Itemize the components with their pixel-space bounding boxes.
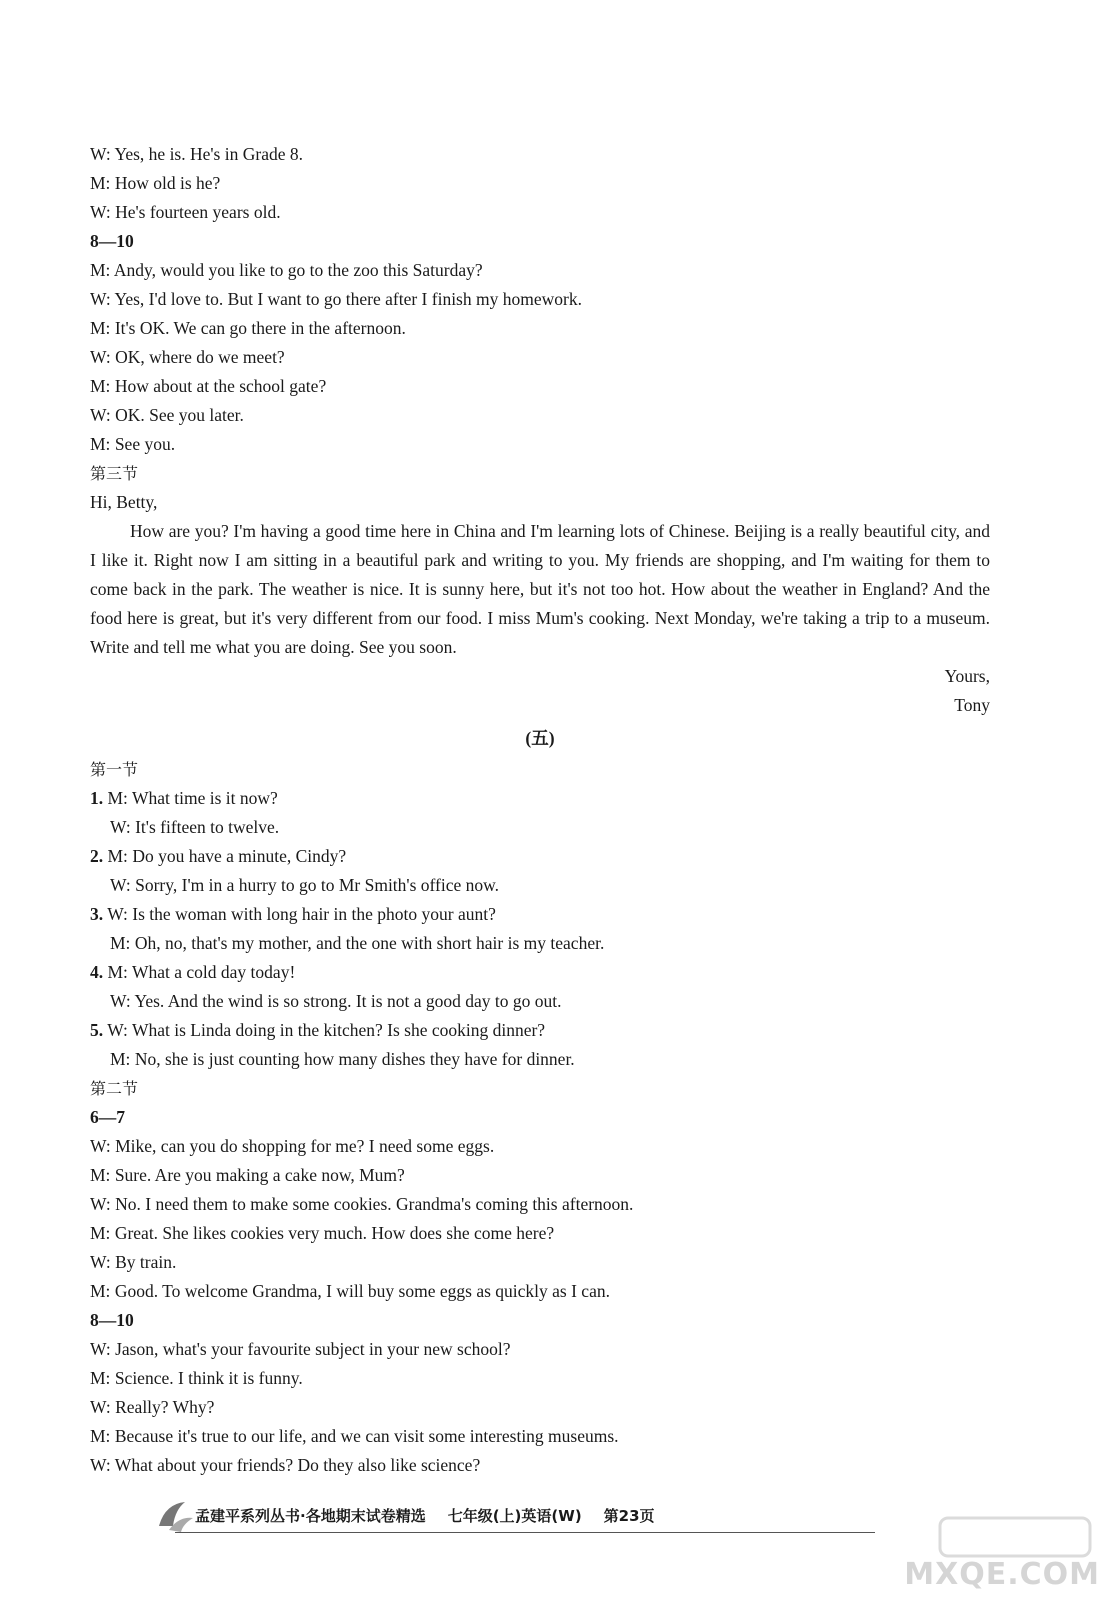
speaker: W:: [110, 875, 131, 895]
letter-signature: Tony: [954, 695, 990, 715]
section-heading-8-10-b: 8—10: [90, 1310, 134, 1330]
dialogue-text: What about your friends? Do they also like science?: [114, 1455, 481, 1475]
dialogue-8-10-a: [90, 256, 990, 459]
speaker: W:: [90, 202, 111, 222]
speaker: M:: [110, 933, 131, 953]
speaker: W:: [90, 1339, 111, 1359]
speaker: M:: [90, 1281, 111, 1301]
dialogue-line: [90, 1364, 990, 1393]
dialogue-line: [90, 1190, 990, 1219]
speaker: W:: [107, 904, 128, 924]
speaker: W:: [90, 405, 111, 425]
answer-line: [90, 1045, 990, 1074]
speaker: W:: [107, 1020, 128, 1040]
speaker: W:: [110, 817, 131, 837]
letter-closing: Yours,: [944, 666, 990, 686]
dialogue-line: [90, 1132, 990, 1161]
speaker: W:: [90, 144, 111, 164]
dialogue-line: [90, 256, 990, 285]
question-line: [90, 900, 990, 929]
dialogue-line: [90, 314, 990, 343]
speaker: M:: [90, 376, 111, 396]
dialogue-line: [90, 1277, 990, 1306]
page-content: [90, 140, 990, 1480]
dialogue-text: How about at the school gate?: [114, 376, 327, 396]
section-heading-3: 第三节: [90, 464, 139, 483]
speaker: M:: [90, 173, 111, 193]
dialogue-text: It's fifteen to twelve.: [135, 817, 280, 837]
dialogue-text: Andy, would you like to go to the zoo this Saturday?: [113, 260, 483, 280]
short-dialogues: [90, 784, 990, 1074]
question-number: 3.: [90, 904, 104, 924]
dialogue-text: Really? Why?: [115, 1397, 215, 1417]
section-heading-6-7: 6—7: [90, 1107, 125, 1127]
dialogue-text: Great. She likes cookies very much. How does she come here?: [114, 1223, 555, 1243]
dialogue-text: How old is he?: [114, 173, 221, 193]
speaker: M:: [90, 318, 111, 338]
speaker: M:: [90, 1223, 111, 1243]
dialogue-text: Do you have a minute, Cindy?: [132, 846, 347, 866]
dialogue-line: [90, 372, 990, 401]
dialogue-text: What is Linda doing in the kitchen? Is she cooking dinner?: [131, 1020, 546, 1040]
dialogue-text: What a cold day today!: [132, 962, 296, 982]
speaker: W:: [90, 1194, 111, 1214]
speaker: W:: [90, 289, 111, 309]
dialogue-text: Because it's true to our life, and we can visit some interesting museums.: [114, 1426, 619, 1446]
speaker: M:: [107, 846, 128, 866]
dialogue-text: No, she is just counting how many dishes they have for dinner.: [134, 1049, 575, 1069]
dialogue-text: OK, where do we meet?: [115, 347, 285, 367]
dialogue-line: [90, 401, 990, 430]
section-heading-2: 第二节: [90, 1079, 139, 1098]
question-number: 4.: [90, 962, 104, 982]
dialogue-text: Good. To welcome Grandma, I will buy some eggs as quickly as I can.: [114, 1281, 610, 1301]
part-title: (五): [525, 728, 555, 748]
book-series-logo-icon: [155, 1496, 197, 1536]
answer-line: [90, 871, 990, 900]
speaker: W:: [90, 1252, 111, 1272]
dialogue-line: [90, 343, 990, 372]
speaker: M:: [107, 962, 128, 982]
speaker: M:: [110, 1049, 131, 1069]
question-number: 1.: [90, 788, 104, 808]
dialogue-text: Is the woman with long hair in the photo your aunt?: [132, 904, 496, 924]
dialogue-text: Mike, can you do shopping for me? I need some eggs.: [115, 1136, 495, 1156]
question-number: 5.: [90, 1020, 104, 1040]
letter-greeting: Hi, Betty,: [90, 492, 158, 512]
question-line: [90, 1016, 990, 1045]
dialogue-text: It's OK. We can go there in the afternoon.: [114, 318, 406, 338]
question-line: [90, 842, 990, 871]
speaker: W:: [90, 1136, 111, 1156]
dialogue-text: Jason, what's your favourite subject in your new school?: [115, 1339, 511, 1359]
question-line: [90, 958, 990, 987]
page-footer: [195, 1500, 875, 1530]
dialogue-line: [90, 1451, 990, 1480]
speaker: W:: [90, 1397, 111, 1417]
question-line: [90, 784, 990, 813]
dialogue-line: [90, 1393, 990, 1422]
dialogue-text: He's fourteen years old.: [115, 202, 281, 222]
dialogue-text: Yes. And the wind is so strong. It is not a good day to go out.: [134, 991, 562, 1011]
dialogue-text: What time is it now?: [132, 788, 278, 808]
footer-grade: 七年级(上)英语(W): [447, 1506, 582, 1525]
answer-line: [90, 929, 990, 958]
speaker: W:: [110, 991, 131, 1011]
dialogue-text: OK. See you later.: [115, 405, 244, 425]
dialogue-text: Sure. Are you making a cake now, Mum?: [114, 1165, 405, 1185]
dialogue-line: [90, 1335, 990, 1364]
dialogue-line: [90, 1219, 990, 1248]
dialogue-line: [90, 140, 990, 169]
dialogue-text: By train.: [115, 1252, 177, 1272]
footer-divider: [175, 1532, 875, 1533]
dialogue-line: [90, 1422, 990, 1451]
question-number: 2.: [90, 846, 104, 866]
watermark-text: MXQE.COM: [904, 1557, 1100, 1592]
speaker: M:: [90, 1165, 111, 1185]
speaker: M:: [90, 1426, 111, 1446]
speaker: M:: [107, 788, 128, 808]
watermark: [880, 1512, 1100, 1592]
section-heading-8-10: 8—10: [90, 231, 134, 251]
dialogue-line: [90, 198, 990, 227]
dialogue-text: Science. I think it is funny.: [114, 1368, 303, 1388]
dialogue-8-10-b: [90, 1335, 990, 1480]
dialogue-line: [90, 169, 990, 198]
speaker: M:: [90, 260, 111, 280]
dialogue-text: Yes, I'd love to. But I want to go there after I finish my homework.: [114, 289, 582, 309]
speaker: W:: [90, 1455, 111, 1475]
speaker: M:: [90, 434, 111, 454]
dialogue-line: [90, 430, 990, 459]
section-heading-1: 第一节: [90, 760, 139, 779]
letter-body: How are you? I'm having a good time here in China and I'm learning lots of Chinese. Beijing is a really beautiful city, and I like it. Right now I am sitting in a beautiful park and writing to you. My friends are shopping, and I'm waiting for them to come back in the park. The weather is nice. It is sunny here, but it's not too hot. How about the weather in England? And the food here is great, but it's very different from our food. I miss Mum's cooking. Next Monday, we're taking a trip to a museum. Write and tell me what you are doing. See you soon.: [90, 521, 990, 657]
dialogue-text: Oh, no, that's my mother, and the one with short hair is my teacher.: [134, 933, 605, 953]
footer-page-number: 第23页: [603, 1506, 655, 1525]
dialogue-text: Yes, he is. He's in Grade 8.: [114, 144, 303, 164]
dialogue-top: [90, 140, 990, 227]
watermark-logo-icon: [880, 1512, 1100, 1562]
dialogue-line: [90, 1248, 990, 1277]
dialogue-line: [90, 285, 990, 314]
speaker: W:: [90, 347, 111, 367]
speaker: M:: [90, 1368, 111, 1388]
answer-line: [90, 813, 990, 842]
dialogue-text: Sorry, I'm in a hurry to go to Mr Smith's office now.: [135, 875, 499, 895]
dialogue-text: See you.: [114, 434, 176, 454]
dialogue-text: No. I need them to make some cookies. Grandma's coming this afternoon.: [115, 1194, 634, 1214]
dialogue-6-7: [90, 1132, 990, 1306]
answer-line: [90, 987, 990, 1016]
dialogue-line: [90, 1161, 990, 1190]
footer-series: 孟建平系列丛书·各地期末试卷精选: [195, 1506, 426, 1525]
